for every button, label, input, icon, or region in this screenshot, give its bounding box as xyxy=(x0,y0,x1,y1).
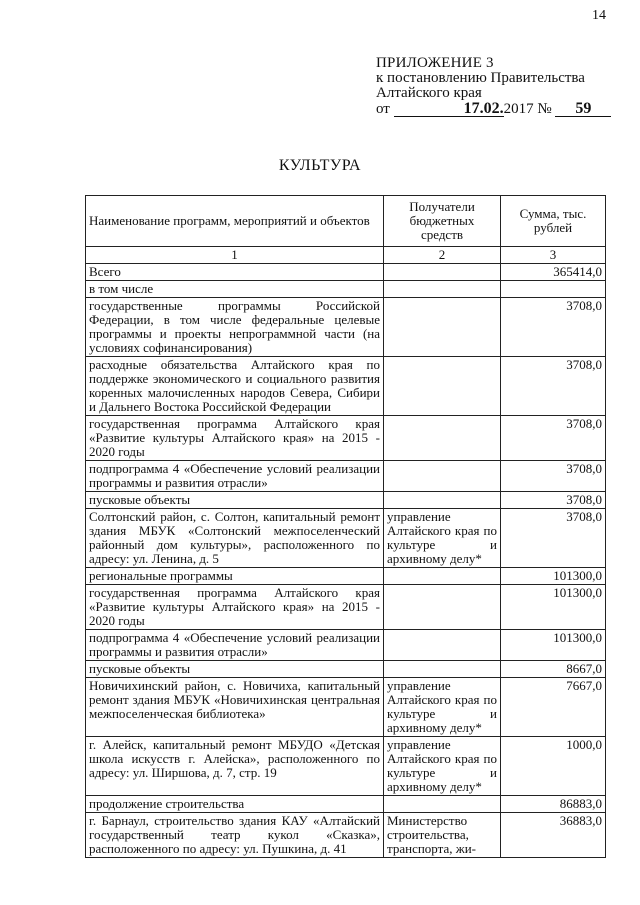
row-recipient xyxy=(384,661,501,678)
appendix-header xyxy=(376,56,626,117)
row-sum: 365414,0 xyxy=(501,264,606,281)
row-sum: 3708,0 xyxy=(501,509,606,568)
table-row xyxy=(86,585,606,630)
row-recipient xyxy=(384,796,501,813)
row-name: г. Барнаул, строительство здания КАУ «Алтайский государственный театр кукол «Сказка», расположенного по адресу: ул. Пушкина, д. 41 xyxy=(86,813,384,858)
table-row xyxy=(86,298,606,357)
row-sum: 3708,0 xyxy=(501,416,606,461)
row-recipient xyxy=(384,630,501,661)
row-sum: 101300,0 xyxy=(501,585,606,630)
row-sum: 7667,0 xyxy=(501,678,606,737)
date-value: 17.02. xyxy=(394,101,504,117)
row-sum: 3708,0 xyxy=(501,461,606,492)
row-name: региональные программы xyxy=(86,568,384,585)
row-recipient xyxy=(384,416,501,461)
table-row xyxy=(86,416,606,461)
row-name: пусковые объекты xyxy=(86,492,384,509)
table-row xyxy=(86,281,606,298)
header-sum: Сумма, тыс. рублей xyxy=(501,196,606,247)
table-row xyxy=(86,357,606,416)
row-sum: 1000,0 xyxy=(501,737,606,796)
appendix-line-3: Алтайского края xyxy=(376,85,482,101)
appendix-title: ПРИЛОЖЕНИЕ 3 xyxy=(376,55,494,71)
row-name: продолжение строительства xyxy=(86,796,384,813)
row-recipient: управление Алтайского края по культуре и архивному делу* xyxy=(384,509,501,568)
column-number: 2 xyxy=(384,247,501,264)
row-recipient xyxy=(384,264,501,281)
row-recipient xyxy=(384,357,501,416)
row-recipient xyxy=(384,281,501,298)
row-name: государственная программа Алтайского края «Развитие культуры Алтайского края» на 2015 - 2020 годы xyxy=(86,416,384,461)
row-sum: 3708,0 xyxy=(501,298,606,357)
table-row xyxy=(86,509,606,568)
row-name: государственная программа Алтайского края «Развитие культуры Алтайского края» на 2015 - 2020 годы xyxy=(86,585,384,630)
table-row xyxy=(86,661,606,678)
table-header-row xyxy=(86,196,606,247)
row-sum: 3708,0 xyxy=(501,357,606,416)
row-name: государственные программы Российской Федерации, в том числе федеральные целевые программы и проекты непрограммной части (на условиях софинансирования) xyxy=(86,298,384,357)
row-name: Всего xyxy=(86,264,384,281)
page-number: 14 xyxy=(592,8,606,23)
appendix-line-2: к постановлению Правительства xyxy=(376,70,585,86)
row-sum: 101300,0 xyxy=(501,568,606,585)
row-name: расходные обязательства Алтайского края по поддержке экономического и социального развития коренных малочисленных народов Севера, Сибири и Дальнего Востока Российской Федерации xyxy=(86,357,384,416)
row-sum: 86883,0 xyxy=(501,796,606,813)
row-recipient xyxy=(384,461,501,492)
row-name: Новичихинский район, с. Новичиха, капитальный ремонт здания МБУК «Новичихинская центральная межпоселенческая библиотека» xyxy=(86,678,384,737)
table-row xyxy=(86,264,606,281)
table-body xyxy=(86,264,606,858)
row-recipient xyxy=(384,585,501,630)
column-number: 1 xyxy=(86,247,384,264)
row-recipient xyxy=(384,298,501,357)
appendix-date-line xyxy=(376,101,626,117)
row-sum: 101300,0 xyxy=(501,630,606,661)
programs-table xyxy=(85,195,606,858)
row-sum: 36883,0 xyxy=(501,813,606,858)
table-row xyxy=(86,737,606,796)
date-prefix: от xyxy=(376,101,390,117)
row-recipient: управление Алтайского края по культуре и архивному делу* xyxy=(384,737,501,796)
row-recipient xyxy=(384,492,501,509)
row-sum xyxy=(501,281,606,298)
row-name: г. Алейск, капитальный ремонт МБУДО «Детская школа искусств г. Алейска», расположенного по адресу: ул. Ширшова, д. 7, стр. 19 xyxy=(86,737,384,796)
row-name: подпрограмма 4 «Обеспечение условий реализации программы и развития отрасли» xyxy=(86,630,384,661)
number-sign: № xyxy=(537,101,552,117)
table-row xyxy=(86,630,606,661)
row-recipient: управление Алтайского края по культуре и архивному делу* xyxy=(384,678,501,737)
table-row xyxy=(86,492,606,509)
table-row xyxy=(86,568,606,585)
header-name: Наименование программ, мероприятий и объектов xyxy=(86,196,384,247)
row-sum: 3708,0 xyxy=(501,492,606,509)
row-name: пусковые объекты xyxy=(86,661,384,678)
header-recipient: Получатели бюджетных средств xyxy=(384,196,501,247)
row-name: Солтонский район, с. Солтон, капитальный ремонт здания МБУК «Солтонский межпоселенческий районный дом культуры», расположенного по адресу: ул. Ленина, д. 5 xyxy=(86,509,384,568)
date-year: 2017 xyxy=(503,101,534,117)
table-row xyxy=(86,461,606,492)
table-row xyxy=(86,678,606,737)
table-row xyxy=(86,796,606,813)
number-value: 59 xyxy=(555,101,611,117)
column-number: 3 xyxy=(501,247,606,264)
table-row xyxy=(86,813,606,858)
row-name: подпрограмма 4 «Обеспечение условий реализации программы и развития отрасли» xyxy=(86,461,384,492)
column-number-row xyxy=(86,247,606,264)
row-name: в том числе xyxy=(86,281,384,298)
row-recipient: Министерство строительства, транспорта, жи- xyxy=(384,813,501,858)
section-title: КУЛЬТУРА xyxy=(278,157,362,174)
row-recipient xyxy=(384,568,501,585)
row-sum: 8667,0 xyxy=(501,661,606,678)
